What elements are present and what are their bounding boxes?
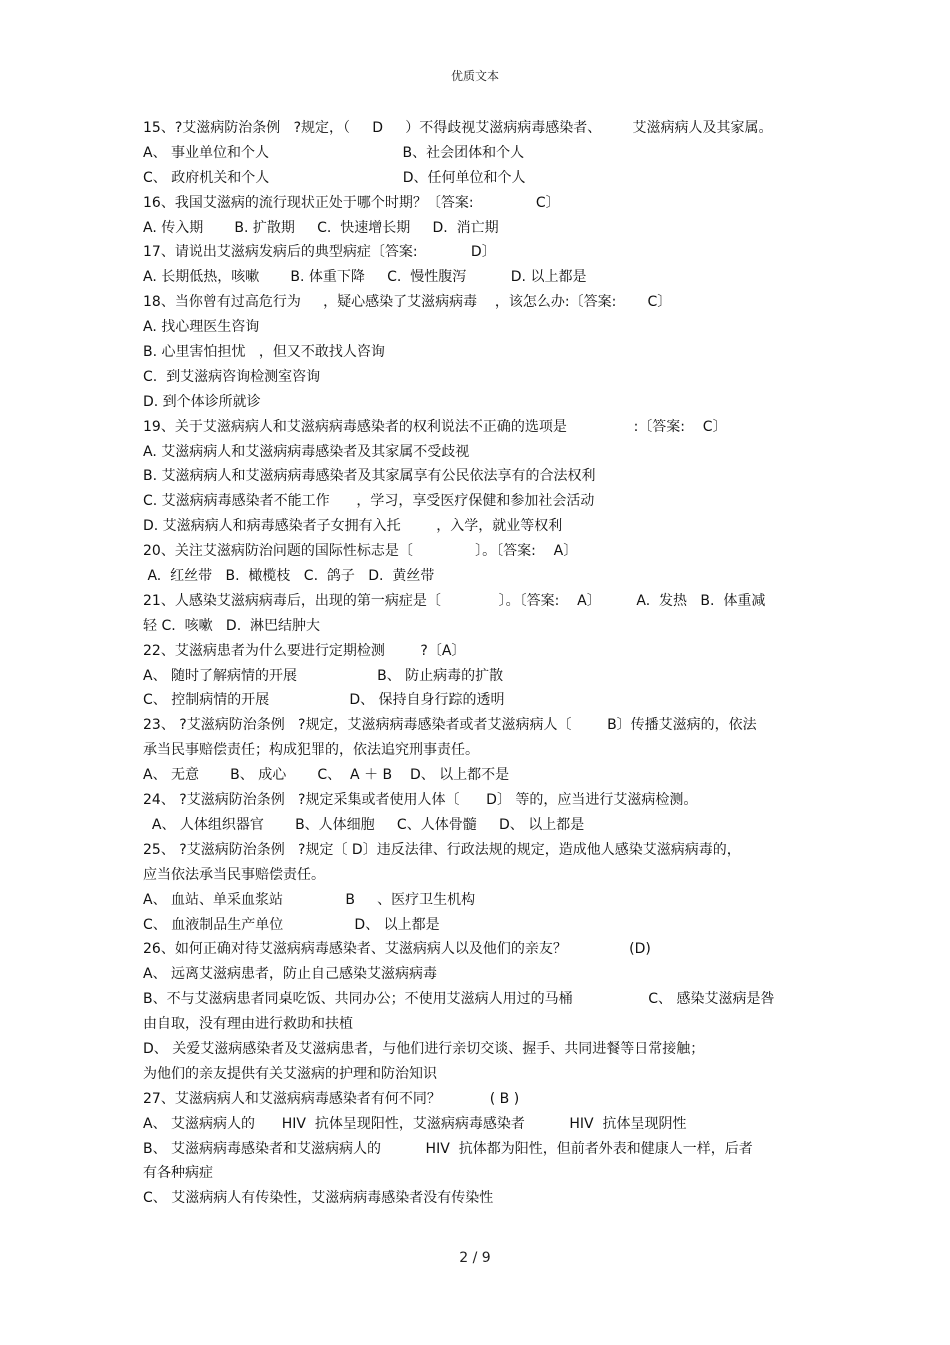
text-line: 17、请说出艾滋病发病后的典型病症〔答案: D〕 bbox=[143, 244, 496, 261]
page-number: 2 / 9 bbox=[459, 1250, 491, 1266]
text-line: 16、我国艾滋病的流行现状正处于哪个时期？〔答案: C〕 bbox=[143, 194, 560, 211]
text-line: 承当民事赔偿责任；构成犯罪的，依法追究刑事责任。 bbox=[143, 742, 479, 759]
text-line: A. 艾滋病病人和艾滋病病毒感染者及其家属不受歧视 bbox=[143, 443, 470, 460]
text-line: B. 艾滋病病人和艾滋病病毒感染者及其家属享有公民依法享有的合法权利 bbox=[143, 468, 596, 485]
text-line: D. 到个体诊所就诊 bbox=[143, 393, 261, 410]
text-line: B、不与艾滋病患者同桌吃饭、共同办公；不使用艾滋病人用过的马桶 C、 感染艾滋病是咎 bbox=[143, 991, 775, 1008]
text-line: 24、 ?艾滋病防治条例 ?规定采集或者使用人体〔 D〕 等的，应当进行艾滋病检测。 bbox=[143, 792, 698, 809]
text-line: A、 随时了解病情的开展 B、 防止病毒的扩散 bbox=[143, 667, 504, 684]
text-line: C、 血液制品生产单位 D、 以上都是 bbox=[143, 916, 440, 933]
text-line: D、 关爱艾滋病感染者及艾滋病患者，与他们进行亲切交谈、握手、共同进餐等日常接触； bbox=[143, 1040, 705, 1057]
text-line: 25、 ?艾滋病防治条例 ?规定〔 D〕违反法律、行政法规的规定，造成他人感染艾滋病病毒的， bbox=[143, 841, 741, 858]
document-body bbox=[143, 116, 808, 1211]
text-line: A、 人体组织器官 B、人体细胞 C、人体骨髓 D、 以上都是 bbox=[143, 816, 585, 833]
text-line: 19、关于艾滋病病人和艾滋病病毒感染者的权利说法不正确的选项是 :〔答案: C〕 bbox=[143, 418, 727, 435]
text-line: 15、?艾滋病防治条例 ?规定，（ D ）不得歧视艾滋病病毒感染者、 艾滋病病人及其家属。 bbox=[143, 120, 773, 136]
text-line: 18、当你曾有过高危行为 ，疑心感染了艾滋病病毒 ，该怎么办:〔答案: C〕 bbox=[143, 294, 672, 311]
text-line: 由自取，没有理由进行救助和扶植 bbox=[143, 1016, 353, 1033]
text-line: C、 艾滋病病人有传染性，艾滋病病毒感染者没有传染性 bbox=[143, 1190, 494, 1207]
text-line: 27、艾滋病病人和艾滋病病毒感染者有何不同？ ( B ) bbox=[143, 1090, 520, 1107]
text-line: 为他们的亲友提供有关艾滋病的护理和防治知识 bbox=[143, 1065, 437, 1082]
text-line: A. 传入期 B. 扩散期 C. 快速增长期 D. 消亡期 bbox=[143, 219, 499, 236]
text-line: A. 长期低热，咳嗽 B. 体重下降 C. 慢性腹泻 D. 以上都是 bbox=[143, 269, 587, 286]
text-line: 应当依法承当民事赔偿责任。 bbox=[143, 866, 325, 883]
text-line: 20、关注艾滋病防治问题的国际性标志是〔 〕。〔答案: A〕 bbox=[143, 543, 578, 560]
text-line: 轻 C. 咳嗽 D. 淋巴结肿大 bbox=[143, 617, 321, 634]
text-line: C、 控制病情的开展 D、 保持自身行踪的透明 bbox=[143, 692, 505, 709]
text-line: A. 红丝带 B. 橄榄枝 C. 鸽子 D. 黄丝带 bbox=[143, 568, 435, 585]
text-line: C. 艾滋病病毒感染者不能工作 ，学习，享受医疗保健和参加社会活动 bbox=[143, 493, 595, 510]
text-line: 22、艾滋病患者为什么要进行定期检测 ?〔A〕 bbox=[143, 642, 466, 659]
text-line: A、 血站、单采血浆站 B 、医疗卫生机构 bbox=[143, 891, 476, 908]
text-line: 26、如何正确对待艾滋病病毒感染者、艾滋病病人以及他们的亲友？ (D) bbox=[143, 941, 651, 958]
page-header: 优质文本 bbox=[450, 69, 499, 83]
text-line: A、 无意 B、 成心 C、 A ＋ B D、 以上都不是 bbox=[143, 767, 510, 784]
text-line: 23、 ?艾滋病防治条例 ?规定，艾滋病病毒感染者或者艾滋病病人〔 B〕传播艾滋病的，依法 bbox=[143, 717, 757, 734]
text-line: A. 找心理医生咨询 bbox=[143, 319, 260, 336]
text-line: B、 艾滋病病毒感染者和艾滋病病人的 HIV 抗体都为阳性，但前者外表和健康人一样，后者 bbox=[143, 1140, 753, 1157]
text-line: A、 艾滋病病人的 HIV 抗体呈现阳性，艾滋病病毒感染者 HIV 抗体呈现阴性 bbox=[143, 1115, 687, 1132]
text-line: A、 事业单位和个人 B、社会团体和个人 bbox=[143, 144, 525, 161]
text-line: 有各种病症 bbox=[143, 1165, 213, 1182]
text-line: B. 心里害怕担忧 ，但又不敢找人咨询 bbox=[143, 344, 385, 361]
text-line: A、 远离艾滋病患者，防止自己感染艾滋病病毒 bbox=[143, 966, 438, 983]
text-line: 21、人感染艾滋病病毒后，出现的第一病症是〔 〕。〔答案: A〕 A. 发热 B. 体重减 bbox=[143, 592, 766, 609]
text-line: C. 到艾滋病咨询检测室咨询 bbox=[143, 368, 321, 385]
text-line: D. 艾滋病病人和病毒感染者子女拥有入托 ，入学，就业等权利 bbox=[143, 518, 563, 535]
text-line: C、 政府机关和个人 D、任何单位和个人 bbox=[143, 169, 526, 186]
